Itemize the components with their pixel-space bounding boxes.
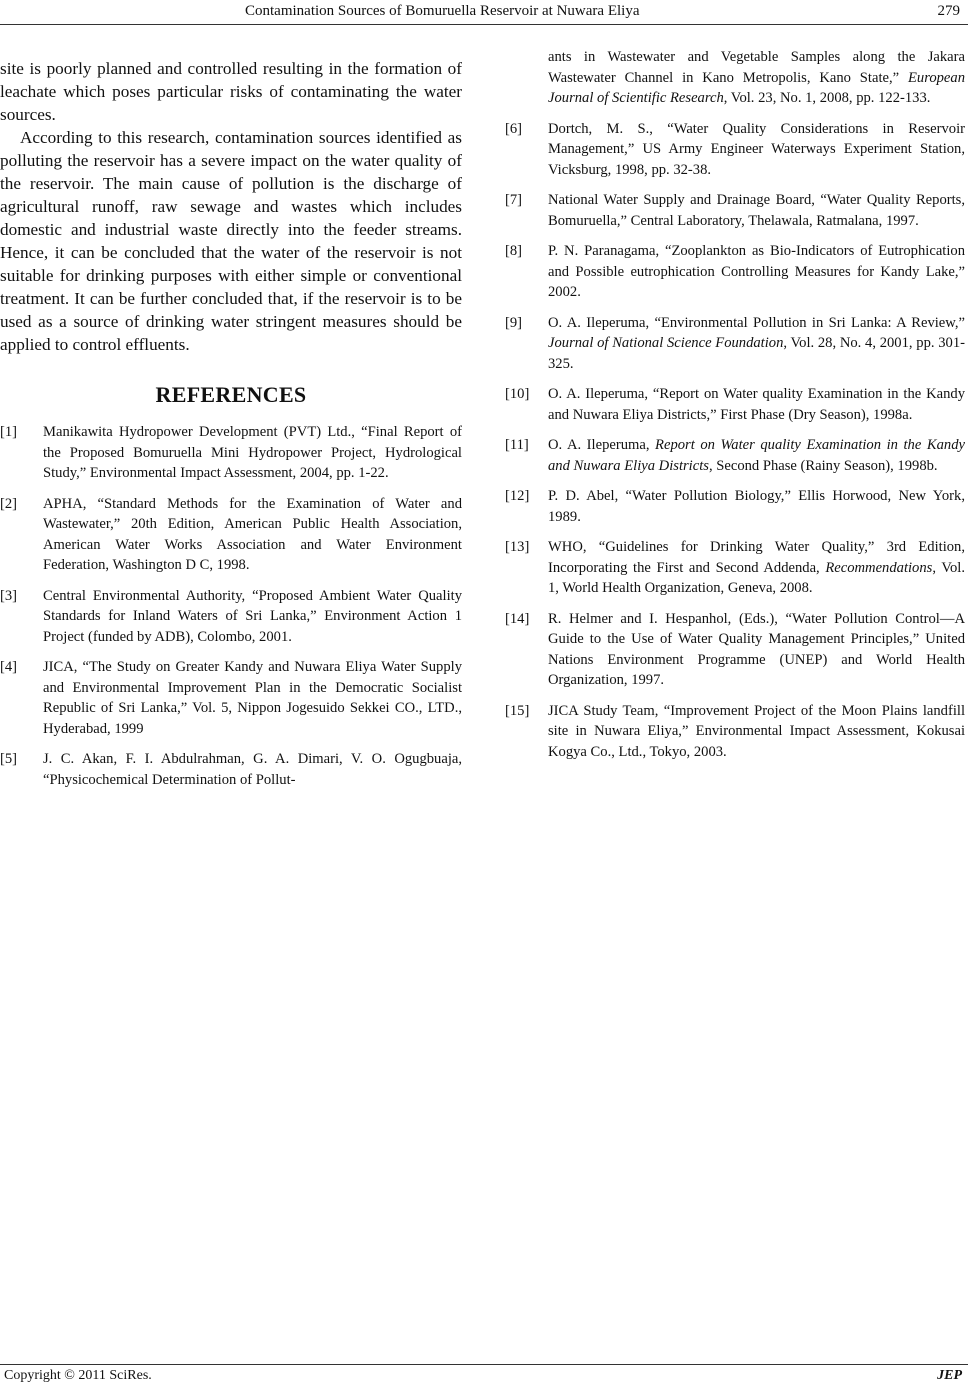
reference-number: [5] [0, 751, 18, 767]
reference-text: Manikawita Hydropower Development (PVT) Ltd., “Final Report of the Proposed Bomuruella Mini Hydropower Project, Hydrological Study,” Environmental Impact Assessment, 2004, pp. 1-22. [43, 424, 462, 481]
reference-number: [11] [505, 437, 529, 453]
reference-number: [6] [505, 120, 523, 137]
reference-number: [3] [0, 587, 18, 604]
reference-item [505, 537, 965, 599]
reference-number: [4] [0, 659, 18, 675]
reference-text: Central Environmental Authority, “Proposed Ambient Water Quality Standards for Inland Waters of Sri Lanka,” Environment Action 1 Project (funded by ADB), Colombo, 2001. [43, 587, 462, 645]
reference-text: P. D. Abel, “Water Pollution Biology,” Ellis Horwood, New York, 1989. [548, 488, 965, 525]
reference-item [0, 422, 462, 484]
reference-text [548, 537, 965, 599]
reference-number: [13] [505, 539, 530, 555]
reference-text: , Vol. 23, No. 1, 2008, pp. 122-133. [723, 90, 931, 106]
reference-text [548, 435, 965, 476]
reference-number: [8] [505, 243, 523, 259]
reference-text: O. A. Ileperuma, “Report on Water quality Examination in the Kandy and Nuwara Eliya Districts,” First Phase (Dry Season), 1998a. [548, 386, 965, 423]
reference-text-part: O. A. Ileperuma, [548, 437, 656, 453]
references-heading: REFERENCES [155, 382, 307, 407]
reference-item [0, 494, 462, 576]
reference-number: [12] [505, 488, 530, 504]
reference-text: National Water Supply and Drainage Board, “Water Quality Reports, Bomuruella,” Central Laboratory, Thelawala, Ratmalana, 1997. [548, 192, 965, 229]
reference-text: R. Helmer and I. Hespanhol, (Eds.), “Water Pollution Control—A Guide to the Use of Water Quality Management Principles,” United Nations Environment Programme (UNEP) and World Health Organization, 1997. [548, 610, 965, 688]
page-footer [0, 1364, 968, 1386]
reference-item [505, 609, 965, 691]
reference-item [505, 119, 965, 181]
reference-item [505, 313, 965, 375]
reference-text-part: , Vol. 28, No. 4, 2001, pp. 301-325. [548, 335, 965, 372]
header-rule [0, 24, 968, 25]
reference-number: [15] [505, 702, 530, 719]
journal-name: European Journal of Scientific Research [548, 69, 965, 106]
reference-item [0, 749, 462, 790]
left-column [0, 57, 462, 800]
running-title: Contamination Sources of Bomuruella Reservoir at Nuwara Eliya [245, 3, 640, 19]
reference-number: [9] [505, 314, 523, 331]
reference-text-part: O. A. Ileperuma, “Environmental Pollution in Sri Lanka: A Review,” [548, 314, 965, 331]
reference-text: J. C. Akan, F. I. Abdulrahman, G. A. Dimari, V. O. Ogugbuaja, “Physicochemical Determination of Pollut- [43, 751, 462, 788]
reference-text: JICA Study Team, “Improvement Project of the Moon Plains landfill site in Nuwara Eliya,” Environmental Impact Assessment, Kokusai Kogya Co., Ltd., Tokyo, 2003. [548, 702, 965, 760]
page-number: 279 [937, 3, 960, 19]
reference-item [505, 486, 965, 527]
reference-number: [7] [505, 192, 523, 208]
report-title: Report on Water quality Examination in the Kandy and Nuwara Eliya Districts [548, 437, 965, 474]
running-header [0, 0, 968, 24]
journal-abbreviation: JEP [937, 1368, 962, 1383]
reference-number: [1] [0, 424, 18, 440]
right-column [505, 47, 965, 772]
footer-rule [0, 1364, 968, 1365]
reference-continuation [548, 47, 965, 109]
reference-text: Dortch, M. S., “Water Quality Considerations in Reservoir Management,” US Army Engineer Waterways Experiment Station, Vicksburg, 1998, pp. 32-38. [548, 120, 965, 178]
reference-item [505, 435, 965, 476]
reference-text-part: , Vol. 1, World Health Organization, Geneva, 2008. [548, 559, 965, 596]
reference-item [0, 657, 462, 739]
reference-item [505, 241, 965, 303]
copyright-notice: Copyright © 2011 SciRes. [4, 1368, 152, 1383]
reference-item [505, 190, 965, 231]
conclusion-paragraph: According to this research, contamination sources identified as polluting the reservoir has a severe impact on the water quality of the reservoir. The main cause of pollution is the discharge of agricultural runoff, raw sewage and wastes which includes domestic and industrial waste directly into the feeder streams. Hence, it can be concluded that the water of the reservoir is not suitable for drinking purposes with either simple or conventional treatment. It can be further concluded that, if the reservoir is to be used as a source of drinking water stringent measures should be applied to control effluents. [0, 128, 462, 354]
reference-text-part: , Second Phase (Rainy Season), 1998b. [708, 457, 938, 474]
reference-text: JICA, “The Study on Greater Kandy and Nuwara Eliya Water Supply and Environmental Improvement Plan in the Democratic Socialist Republic of Sri Lanka,” Vol. 5, Nippon Jogesuido Sekkei CO., LTD., Hyderabad, 1999 [43, 659, 462, 737]
reference-text: APHA, “Standard Methods for the Examination of Water and Wastewater,” 20th Edition, American Public Health Association, American Water Works Association and Water Environment Federation, Washington D C, 1998. [43, 495, 462, 573]
reference-item [505, 701, 965, 763]
body-paragraph: site is poorly planned and controlled resulting in the formation of leachate which poses particular risks of contaminating the water sources. [0, 59, 462, 124]
journal-name: Journal of National Science Foundation [548, 335, 784, 351]
reference-item [0, 586, 462, 648]
reference-number: [10] [505, 386, 530, 402]
reference-text: ants in Wastewater and Vegetable Samples along the Jakara Wastewater Channel in Kano Metropolis, Kano State,” [548, 49, 965, 86]
reference-text-part: WHO, “Guidelines for Drinking Water Quality,” 3rd Edition, Incorporating the First and Second Addenda, [548, 539, 965, 576]
reference-number: [2] [0, 495, 18, 512]
series-name: Recommendations [825, 559, 933, 576]
reference-text [548, 313, 965, 375]
reference-item [505, 384, 965, 425]
reference-text: P. N. Paranagama, “Zooplankton as Bio-Indicators of Eutrophication and Possible eutrophication Controlling Measures for Kandy Lake,” 2002. [548, 243, 965, 300]
reference-number: [14] [505, 610, 530, 627]
